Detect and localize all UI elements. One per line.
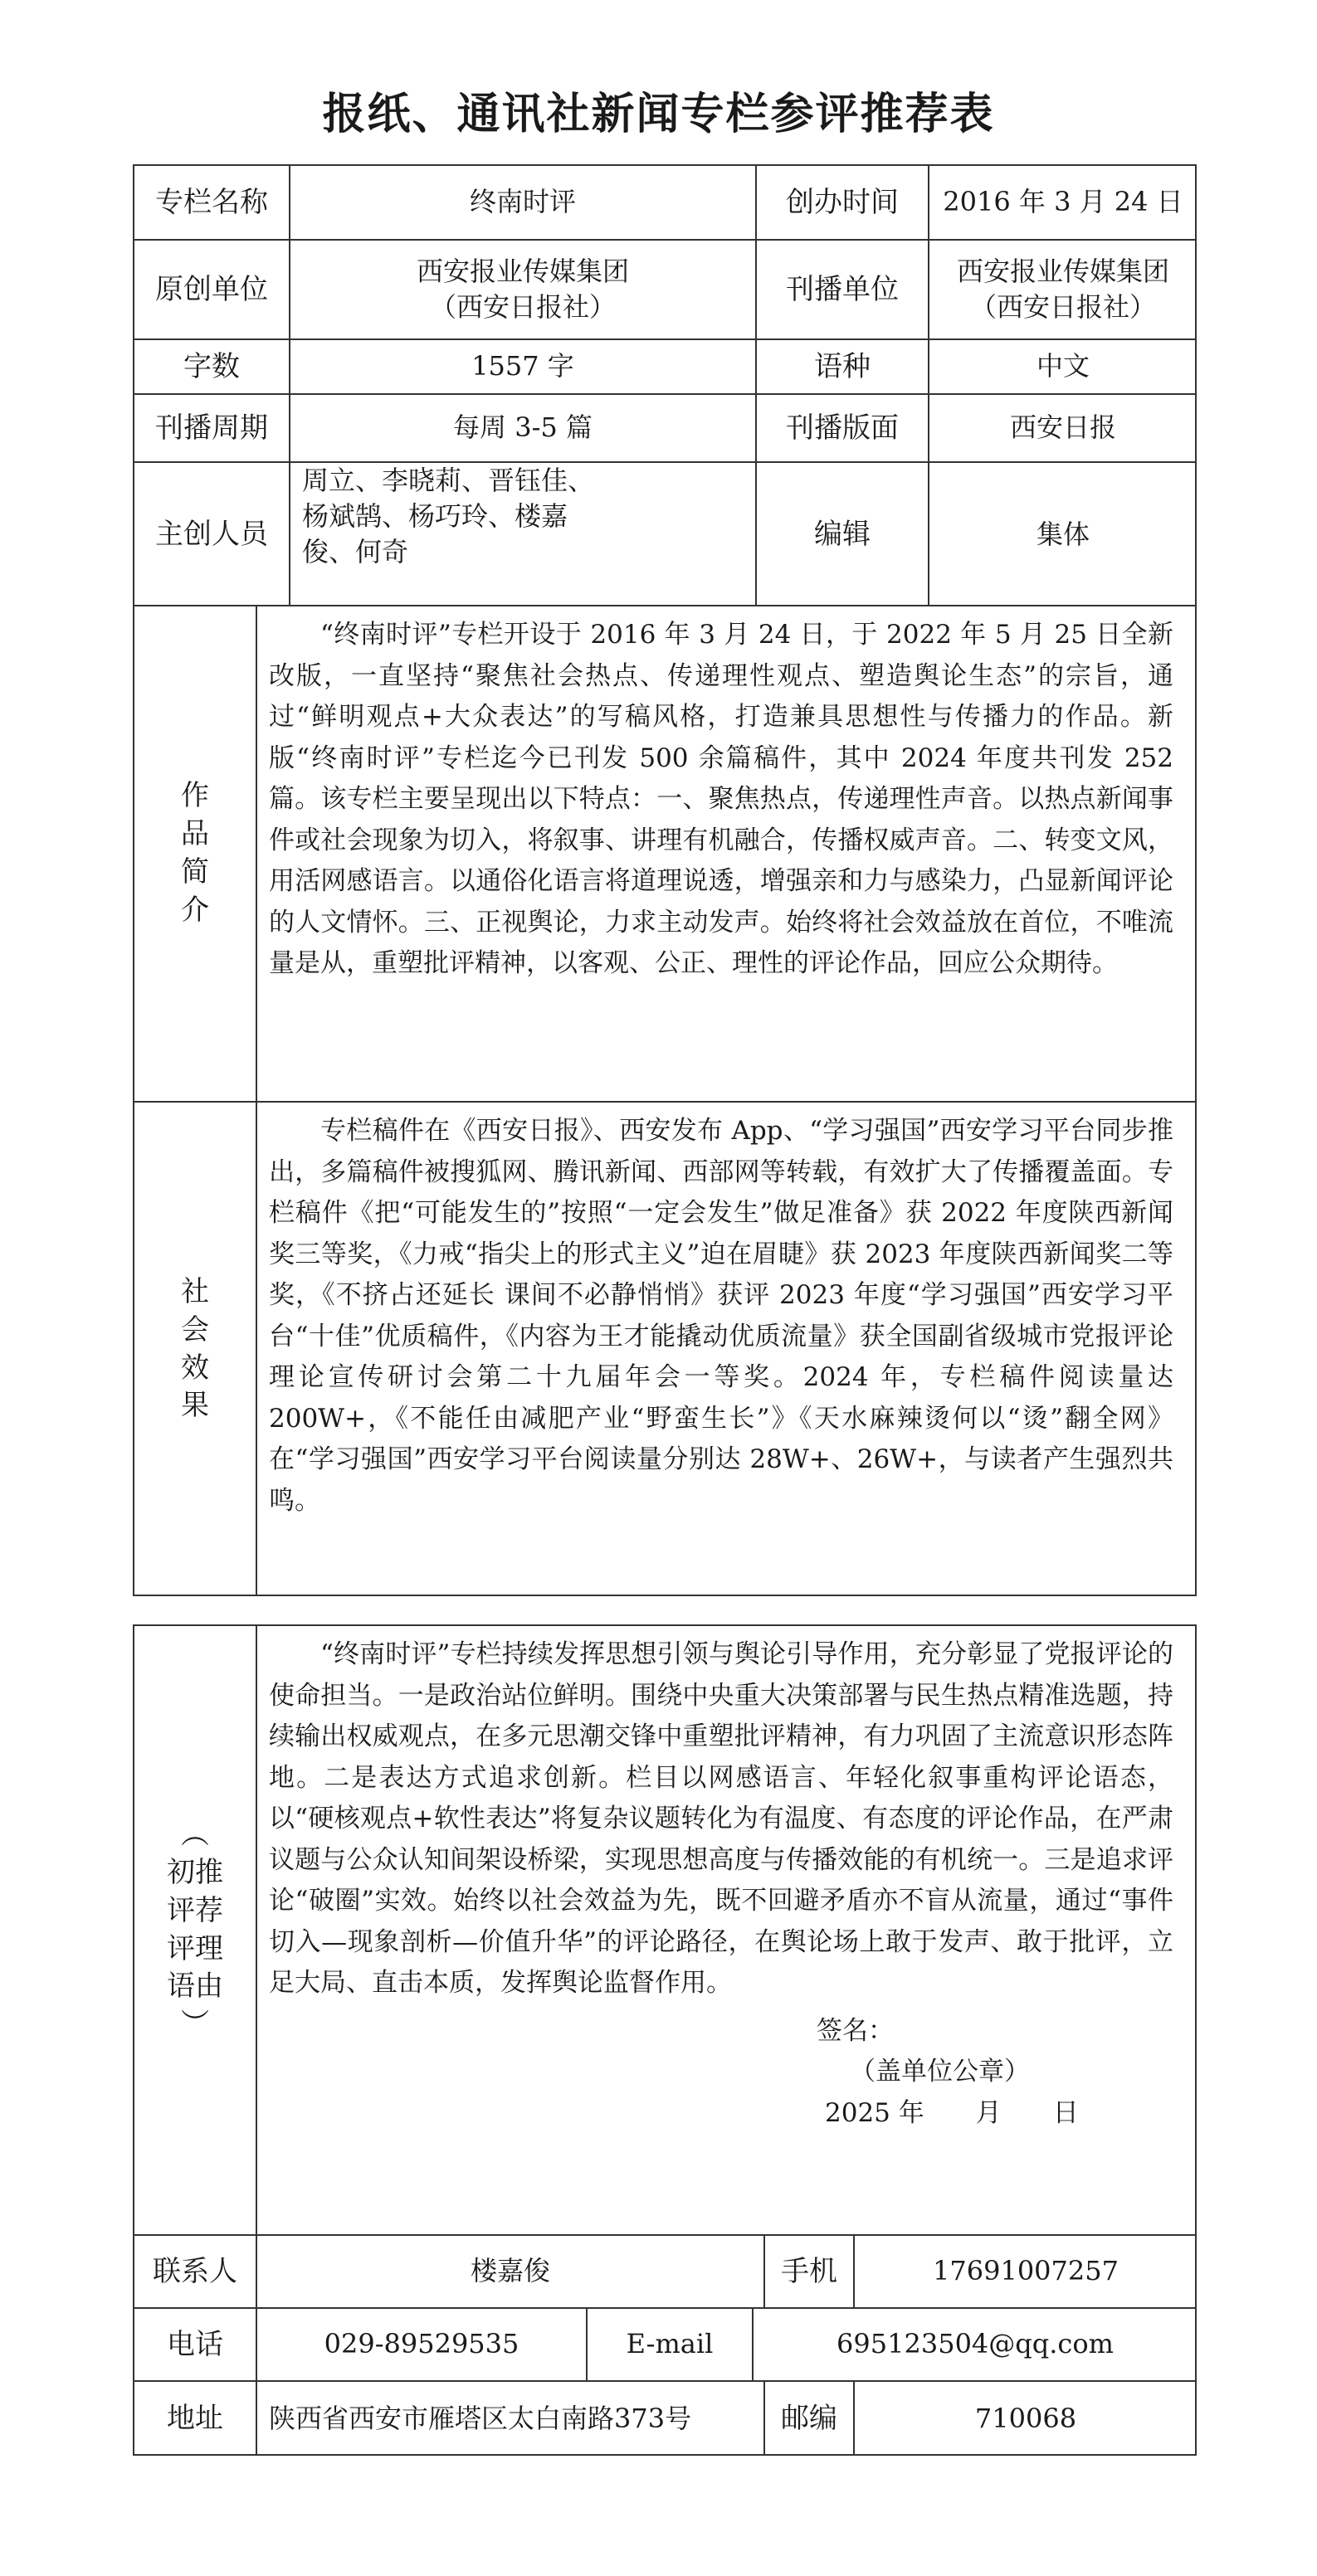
frequency-label: 刊播周期 bbox=[134, 395, 290, 463]
intro-label-char: 简 bbox=[181, 855, 209, 889]
email-label: E-mail bbox=[588, 2309, 754, 2382]
language-label: 语种 bbox=[757, 340, 929, 395]
reason-text-cell bbox=[257, 1626, 1197, 2236]
word-count-label: 字数 bbox=[134, 340, 290, 395]
reason-label bbox=[134, 1626, 257, 2236]
language-value: 中文 bbox=[929, 340, 1197, 395]
postcode-label: 邮编 bbox=[765, 2382, 855, 2456]
effect-label-char: 效 bbox=[181, 1351, 209, 1385]
page-value: 西安日报 bbox=[929, 395, 1197, 463]
reason-label-char: 评理 bbox=[167, 1931, 223, 1965]
creators-label: 主创人员 bbox=[134, 463, 290, 606]
intro-text: “终南时评”专栏开设于 2016 年 3 月 24 日，于 2022 年 5 月 25 日全新改版，一直坚持“聚焦社会热点、传递理性观点、塑造舆论生态”的宗旨，通过“鲜明观点+大众表达”的写稿风格，打造兼具思想性与传播力的作品。新版“终南时评”专栏迄今已刊发 500 余篇稿件，其中 2024 年度共刊发 252 篇。该专栏主要呈现出以下特点：一、聚焦热点，传递理性声音。以热点新闻事件或社会现象为切入，将叙事、讲理有机融合，传播权威声音。二、转变文风，用活网感语言。以通俗化语言将道理说透，增强亲和力与感染力，凸显新闻评论的人文情怀。三、正视舆论，力求主动发声。始终将社会效益放在首位，不唯流量是从，重塑批评精神，以客观、公正、理性的评论作品，回应公众期待。 bbox=[269, 620, 1173, 978]
effect-label-char: 果 bbox=[181, 1389, 209, 1423]
intro-label-char: 品 bbox=[181, 817, 209, 851]
column-name-label: 专栏名称 bbox=[134, 166, 290, 241]
mobile-value: 17691007257 bbox=[855, 2236, 1197, 2309]
reason-label-bracket-close: ︶ bbox=[181, 2008, 209, 2042]
original-unit-line2: （西安日报社） bbox=[429, 291, 616, 323]
intro-label-char: 介 bbox=[181, 893, 209, 927]
effect-label-char: 社 bbox=[181, 1274, 209, 1308]
creators-line2: 杨斌鹄、杨巧玲、楼嘉 bbox=[302, 500, 568, 533]
phone-value: 029-89529535 bbox=[257, 2309, 588, 2382]
page-label: 刊播版面 bbox=[757, 395, 929, 463]
address-label: 地址 bbox=[134, 2382, 257, 2456]
effect-text: 专栏稿件在《西安日报》、西安发布 App、“学习强国”西安学习平台同步推出，多篇稿件被搜狐网、腾讯新闻、西部网等转载，有效扩大了传播覆盖面。专栏稿件《把“可能发生的”按照“一定会发生”做足准备》获 2022 年度陕西新闻奖三等奖，《力戒“指尖上的形式主义”迫在眉睫》获 2023 年度陕西新闻奖二等奖，《不挤占还延长 课间不必静悄悄》获评 2023 年度“学习强国”西安学习平台“十佳”优质稿件，《内容为王才能撬动优质流量》获全国副省级城市党报评论理论宣传研讨会第二十九届年会一等奖。2024 年，专栏稿件阅读量达 200W+，《不能任由减肥产业“野蛮生长”》《天水麻辣烫何以“烫”翻全网》在“学习强国”西安学习平台阅读量分别达 28W+、26W+，与读者产生强烈共鸣。 bbox=[269, 1116, 1173, 1516]
seal-note: （盖单位公章） bbox=[850, 2057, 1030, 2087]
reason-label-char: 初推 bbox=[167, 1855, 223, 1889]
contact-person-label: 联系人 bbox=[134, 2236, 257, 2309]
publish-unit-line1: 西安报业传媒集团 bbox=[956, 255, 1169, 287]
mobile-label: 手机 bbox=[765, 2236, 855, 2309]
phone-label: 电话 bbox=[134, 2309, 257, 2382]
effect-label-char: 会 bbox=[181, 1312, 209, 1346]
page-title: 报纸、通讯社新闻专栏参评推荐表 bbox=[322, 90, 995, 139]
address-value: 陕西省西安市雁塔区太白南路373号 bbox=[257, 2382, 765, 2456]
sign-date: 2025 年 月 日 bbox=[825, 2097, 1079, 2128]
reason-contact-table bbox=[133, 1624, 1197, 2456]
creators-value bbox=[290, 463, 757, 606]
effect-text-cell bbox=[257, 1103, 1197, 1596]
frequency-value: 每周 3-5 篇 bbox=[290, 395, 757, 463]
original-unit-label: 原创单位 bbox=[134, 241, 290, 340]
original-unit-value bbox=[290, 241, 757, 340]
editor-label: 编辑 bbox=[757, 463, 929, 606]
reason-label-char: 语由 bbox=[167, 1970, 223, 2004]
reason-label-char: 评荐 bbox=[167, 1893, 223, 1927]
signature-label: 签名： bbox=[817, 2015, 894, 2046]
editor-value: 集体 bbox=[1036, 518, 1090, 550]
intro-effect-table bbox=[133, 605, 1197, 1596]
intro-label bbox=[134, 606, 257, 1103]
intro-label-char: 作 bbox=[181, 779, 209, 813]
reason-label-bracket-open: ︵ bbox=[181, 1817, 209, 1851]
intro-text-cell bbox=[257, 606, 1197, 1103]
effect-label bbox=[134, 1103, 257, 1596]
publish-unit-value bbox=[929, 241, 1197, 340]
publish-unit-label: 刊播单位 bbox=[757, 241, 929, 340]
founded-value: 2016 年 3 月 24 日 bbox=[929, 166, 1197, 241]
creators-line1: 周立、李晓莉、晋钰佳、 bbox=[302, 465, 595, 496]
column-name-value: 终南时评 bbox=[290, 166, 757, 241]
info-table bbox=[133, 164, 1197, 606]
reason-text: “终南时评”专栏持续发挥思想引领与舆论引导作用，充分彰显了党报评论的使命担当。一是政治站位鲜明。围绕中央重大决策部署与民生热点精准选题，持续输出权威观点，在多元思潮交锋中重塑批评精神，有力巩固了主流意识形态阵地。二是表达方式追求创新。栏目以网感语言、年轻化叙事重构评论语态，以“硬核观点+软性表达”将复杂议题转化为有温度、有态度的评论作品，在严肃议题与公众认知间架设桥梁，实现思想高度与传播效能的有机统一。三是追求评论“破圈”实效。始终以社会效益为先，既不回避矛盾亦不盲从流量，通过“事件切入—现象剖析—价值升华”的评论路径，在舆论场上敢于发声、敢于批评，立足大局、直击本质，发挥舆论监督作用。 bbox=[269, 1639, 1173, 1998]
original-unit-line1: 西安报业传媒集团 bbox=[416, 255, 629, 287]
postcode-value: 710068 bbox=[974, 2402, 1077, 2434]
publish-unit-line2: （西安日报社） bbox=[969, 291, 1156, 323]
contact-person-value: 楼嘉俊 bbox=[257, 2236, 765, 2309]
word-count-value: 1557 字 bbox=[290, 340, 757, 395]
founded-label: 创办时间 bbox=[757, 166, 929, 241]
creators-line3: 俊、何奇 bbox=[302, 536, 409, 568]
email-value: 695123504@qq.com bbox=[754, 2309, 1197, 2382]
